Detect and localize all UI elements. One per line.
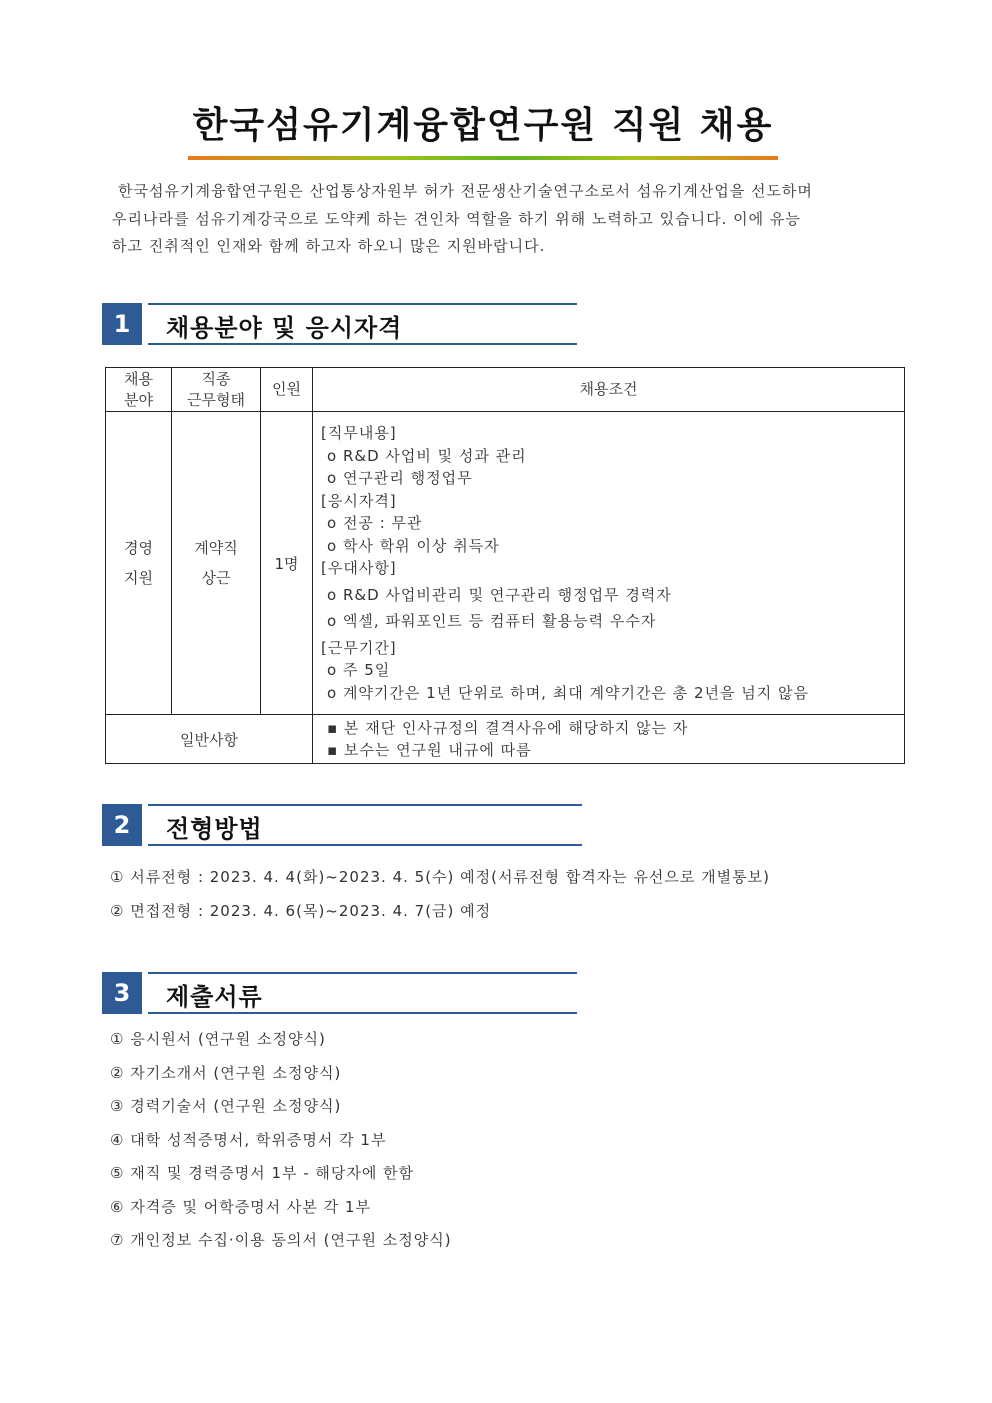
section-title: 제출서류	[166, 983, 263, 1011]
intro-line: 한국섬유기계융합연구원은 산업통상자원부 허가 전문생산기술연구소로서 섬유기계산업을 선도하며	[118, 182, 813, 200]
period-heading: [근무기간]	[321, 638, 397, 657]
preference-heading: [우대사항]	[321, 559, 397, 577]
table-header-row	[106, 368, 905, 412]
section-title-box	[148, 303, 577, 345]
title-underline	[188, 156, 778, 160]
list-item: ② 자기소개서 (연구원 소정양식)	[110, 1063, 342, 1082]
period-item: o 계약기간은 1년 단위로 하며, 최대 계약기간은 총 2년을 넘지 않음	[327, 683, 809, 702]
list-item: ④ 대학 성적증명서, 학위증명서 각 1부	[110, 1130, 387, 1149]
general-item: ▪ 보수는 연구원 내규에 따름	[327, 741, 532, 759]
section-3-header	[102, 972, 578, 1014]
cell-count: 1명	[261, 412, 313, 715]
section-title: 전형방법	[166, 815, 263, 843]
section-title-box	[148, 804, 582, 846]
qualification-item: o 전공 : 무관	[327, 514, 423, 532]
intro-paragraph	[112, 178, 892, 261]
general-item: ▪ 본 재단 인사규정의 결격사유에 해당하지 않는 자	[327, 719, 689, 737]
qualification-item: o 학사 학위 이상 취득자	[327, 536, 500, 555]
section-1-header	[102, 303, 578, 345]
list-item: ⑦ 개인정보 수집·이용 동의서 (연구원 소정양식)	[110, 1231, 452, 1249]
general-items	[313, 715, 905, 764]
duties-heading: [직무내용]	[321, 424, 397, 442]
general-row	[106, 715, 905, 764]
section-number: 3	[102, 972, 142, 1014]
list-item: ③ 경력기술서 (연구원 소정양식)	[110, 1097, 342, 1115]
document-header	[188, 100, 778, 160]
list-item: ① 서류전형 : 2023. 4. 4(화)~2023. 4. 5(수) 예정(서류전형 합격자는 유선으로 개별통보)	[110, 868, 770, 886]
selection-process-list	[110, 860, 770, 928]
cell-job-type: 계약직 상근	[172, 412, 261, 715]
duty-item: o 연구관리 행정업무	[327, 469, 473, 487]
period-item: o 주 5일	[327, 661, 391, 679]
list-item: ① 응시원서 (연구원 소정양식)	[110, 1030, 326, 1048]
list-item: ⑤ 재직 및 경력증명서 1부 - 해당자에 한함	[110, 1164, 415, 1182]
header-job-type: 직종 근무형태	[172, 368, 261, 412]
intro-line: 우리나라를 섬유기계강국으로 도약케 하는 견인차 역할을 하기 위해 노력하고 있습니다. 이에 유능	[112, 209, 801, 228]
general-label: 일반사항	[106, 715, 313, 764]
required-documents-list	[110, 1023, 452, 1258]
duty-item: o R&D 사업비 및 성과 관리	[327, 446, 527, 465]
intro-line: 하고 진취적인 인재와 함께 하고자 하오니 많은 지원바랍니다.	[112, 237, 546, 255]
section-number: 1	[102, 303, 142, 345]
document-title: 한국섬유기계융합연구원 직원 채용	[192, 105, 774, 146]
section-title-box	[148, 972, 577, 1014]
list-item: ⑥ 자격증 및 어학증명서 사본 각 1부	[110, 1197, 371, 1216]
header-conditions: 채용조건	[313, 368, 905, 412]
section-2-header	[102, 804, 584, 846]
section-number: 2	[102, 804, 142, 846]
qualification-heading: [응시자격]	[321, 491, 397, 510]
cell-conditions	[313, 412, 905, 715]
recruitment-table	[105, 367, 905, 764]
cell-field: 경영 지원	[106, 412, 172, 715]
preference-item: o 엑셀, 파워포인트 등 컴퓨터 활용능력 우수자	[327, 612, 657, 630]
header-count: 인원	[261, 368, 313, 412]
header-field: 채용 분야	[106, 368, 172, 412]
section-title: 채용분야 및 응시자격	[166, 314, 403, 342]
preference-item: o R&D 사업비관리 및 연구관리 행정업무 경력자	[327, 585, 672, 604]
table-row	[106, 412, 905, 715]
list-item: ② 면접전형 : 2023. 4. 6(목)~2023. 4. 7(금) 예정	[110, 902, 492, 920]
